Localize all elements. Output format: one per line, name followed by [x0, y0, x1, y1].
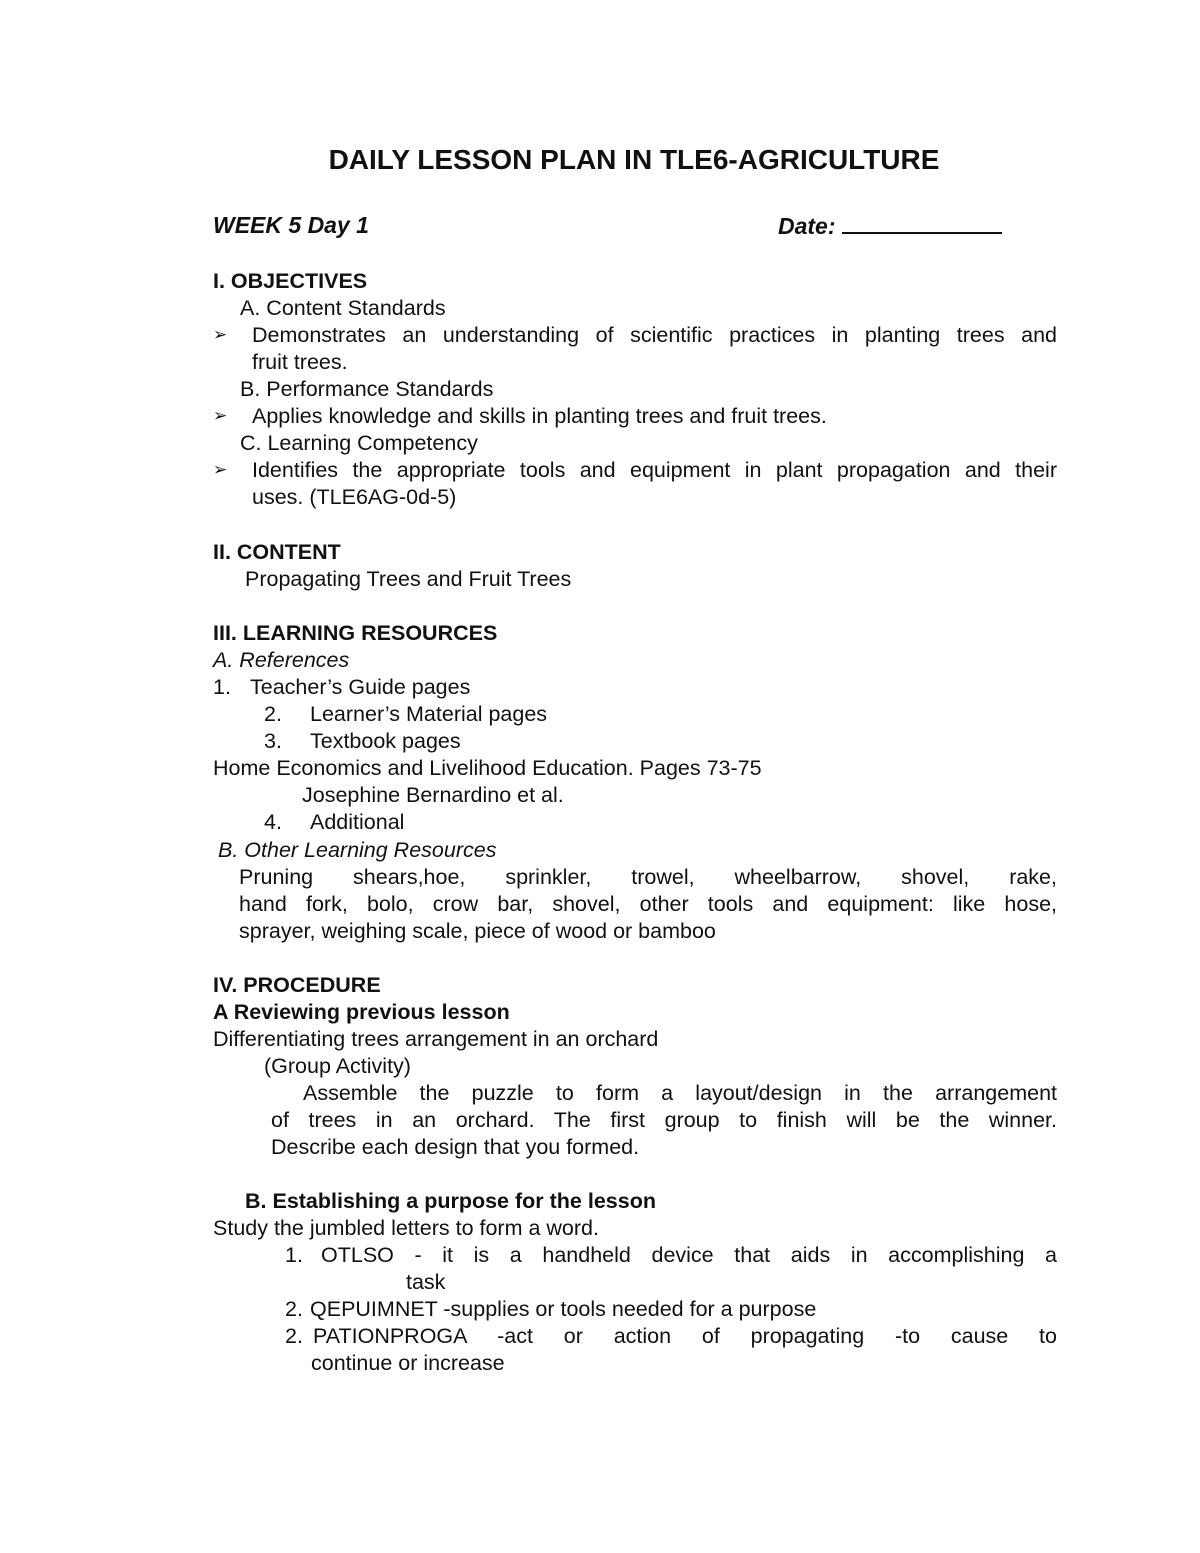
jumbled-word-2: QEPUIMNET -supplies or tools needed for a purpose [310, 1297, 817, 1321]
learning-competency-text-line2: uses. (TLE6AG-0d-5) [252, 485, 457, 509]
other-resources-line2: hand fork, bolo, crow bar, shovel, other tools and equipment: like hose, [239, 892, 1057, 916]
list-number: 2. [285, 1324, 303, 1348]
jumbled-word-3-line1: PATIONPROGA -act or action of propagating -to cause to [313, 1324, 1057, 1348]
group-activity-label: (Group Activity) [264, 1054, 411, 1078]
learning-competency-text-line1: Identifies the appropriate tools and equipment in plant propagation and their [252, 458, 1057, 482]
arrow-bullet-icon: ➢ [213, 406, 228, 425]
teachers-guide-item: Teacher’s Guide pages [250, 675, 471, 699]
performance-standards-label: B. Performance Standards [240, 377, 494, 401]
list-number: 1. [213, 675, 231, 699]
list-number: 1. [285, 1243, 303, 1267]
procedure-heading: IV. PROCEDURE [213, 973, 381, 997]
jumbled-word-1-line2: task [406, 1270, 446, 1294]
other-resources-line3: sprayer, weighing scale, piece of wood or bamboo [239, 919, 716, 943]
date-field [778, 212, 1002, 239]
date-label: Date: [778, 213, 836, 239]
reviewing-lesson-text: Differentiating trees arrangement in an orchard [213, 1027, 659, 1051]
content-standard-text-line1: Demonstrates an understanding of scientific practices in planting trees and [252, 323, 1057, 347]
content-text: Propagating Trees and Fruit Trees [245, 567, 572, 591]
other-resources-label: B. Other Learning Resources [218, 838, 497, 862]
references-label: A. References [213, 648, 350, 672]
learning-competency-label: C. Learning Competency [240, 431, 478, 455]
learners-material-item: Learner’s Material pages [310, 702, 548, 726]
establishing-purpose-text: Study the jumbled letters to form a word. [213, 1216, 599, 1240]
list-number: 4. [264, 810, 282, 834]
additional-item: Additional [310, 810, 405, 834]
activity-paragraph-line3: Describe each design that you formed. [271, 1135, 640, 1159]
activity-paragraph-line2: of trees in an orchard. The first group to finish will be the winner. [271, 1108, 1057, 1132]
content-heading: II. CONTENT [213, 540, 341, 564]
other-resources-line1: Pruning shears,hoe, sprinkler, trowel, wheelbarrow, shovel, rake, [239, 865, 1057, 889]
page-title: DAILY LESSON PLAN IN TLE6-AGRICULTURE [328, 144, 940, 175]
list-number: 2. [285, 1297, 303, 1321]
activity-paragraph-line1: Assemble the puzzle to form a layout/design in the arrangement [303, 1081, 1057, 1105]
reviewing-lesson-heading: A Reviewing previous lesson [213, 1000, 510, 1024]
date-blank-line [842, 212, 1002, 234]
content-standards-label: A. Content Standards [240, 296, 446, 320]
arrow-bullet-icon: ➢ [213, 460, 228, 479]
textbook-reference: Home Economics and Livelihood Education. Pages 73-75 [213, 756, 762, 780]
list-number: 2. [264, 702, 282, 726]
learning-resources-heading: III. LEARNING RESOURCES [213, 621, 498, 645]
arrow-bullet-icon: ➢ [213, 325, 228, 344]
establishing-purpose-heading: B. Establishing a purpose for the lesson [245, 1189, 656, 1213]
performance-standard-text: Applies knowledge and skills in planting trees and fruit trees. [252, 404, 827, 428]
objectives-heading: I. OBJECTIVES [213, 269, 368, 293]
textbook-pages-item: Textbook pages [310, 729, 461, 753]
content-standard-text-line2: fruit trees. [252, 350, 348, 374]
jumbled-word-1-line1: OTLSO - it is a handheld device that aids in accomplishing a [321, 1243, 1057, 1267]
textbook-author: Josephine Bernardino et al. [302, 783, 564, 807]
week-label: WEEK 5 Day 1 [213, 212, 369, 238]
jumbled-word-3-line2: continue or increase [311, 1351, 505, 1375]
list-number: 3. [264, 729, 282, 753]
